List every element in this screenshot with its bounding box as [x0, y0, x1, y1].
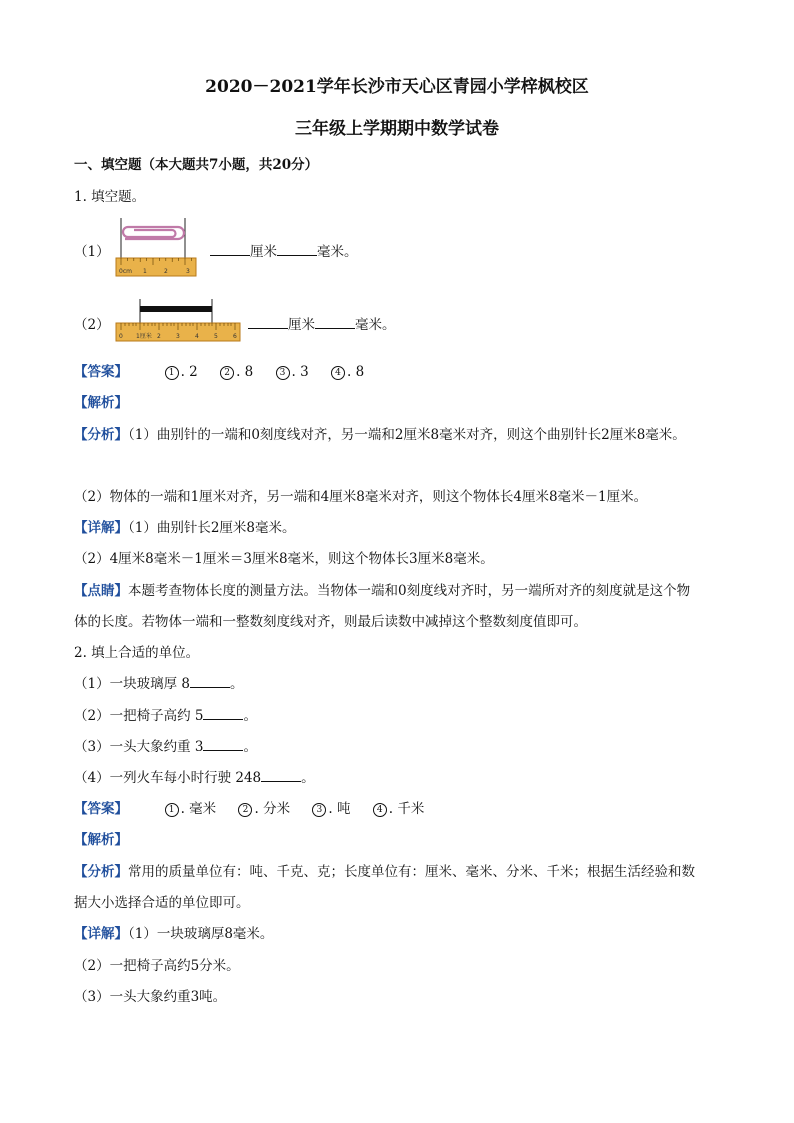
bar-ruler-figure — [114, 297, 242, 345]
q2-answer-3: 3 . 吨 — [312, 797, 350, 817]
title-line-2: 三年级上学期期中数学试卷 — [295, 119, 499, 139]
q1-analysis-tag: 【解析】 — [74, 395, 128, 411]
ruler2-tick-6: 6 — [233, 333, 237, 340]
answer-blank[interactable] — [315, 316, 355, 329]
q1-sub2-label: （2） — [74, 317, 110, 333]
paperclip-ruler-figure — [112, 216, 202, 278]
q2-item-3: （3）一头大象约重 3 。 — [74, 739, 257, 755]
answer-blank[interactable] — [210, 243, 250, 256]
answer-blank[interactable] — [203, 738, 243, 751]
ruler2-tick-4: 4 — [195, 333, 199, 340]
ruler1-tick-3: 3 — [186, 268, 190, 275]
q2-answer-2: 2 . 分米 — [238, 797, 290, 817]
answer-tag: 【答案】 — [74, 364, 128, 380]
q2-xiangjie-1: 【详解】（1）一块玻璃厚8毫米。 — [74, 926, 274, 942]
q1-answer-1: 1 . 2 — [165, 364, 198, 380]
q2-fenxi-2: 据大小选择合适的单位即可。 — [74, 895, 250, 911]
title-line-1: 2020－2021学年长沙市天心区青园小学梓枫校区 — [205, 77, 589, 97]
ruler2-tick-5: 5 — [214, 333, 218, 340]
q1-answer-row — [74, 360, 382, 380]
ruler2-tick-2: 2 — [157, 333, 161, 340]
q1-xiangjie-2: （2）4厘米8毫米－1厘米＝3厘米8毫米，则这个物体长3厘米8毫米。 — [74, 551, 494, 567]
q1-answer-2: 2 . 8 — [220, 364, 253, 380]
q2-fenxi-1: 【分析】常用的质量单位有：吨、千克、克；长度单位有：厘米、毫米、分米、千米；根据生活经验和数 — [74, 864, 695, 880]
q2-analysis-tag: 【解析】 — [74, 832, 128, 848]
answer-blank[interactable] — [190, 675, 230, 688]
answer-blank[interactable] — [277, 243, 317, 256]
q1-sub2-blanks: 厘米 毫米。 — [248, 313, 396, 333]
answer-blank[interactable] — [261, 769, 301, 782]
ruler1-tick-1: 1 — [143, 268, 147, 275]
answer-tag: 【答案】 — [74, 801, 128, 817]
q2-item-2: （2）一把椅子高约 5 。 — [74, 708, 257, 724]
q2-stem: 2. 填上合适的单位。 — [74, 645, 200, 661]
q2-answer-row — [74, 797, 442, 817]
ruler2-tick-0: 0 — [119, 333, 123, 340]
q1-fenxi-2: （2）物体的一端和1厘米对齐，另一端和4厘米8毫米对齐，则这个物体长4厘米8毫米－1厘米。 — [74, 489, 648, 505]
q1-dianjing-2: 体的长度。若物体一端和一整数刻度线对齐，则最后读数中减掉这个整数刻度值即可。 — [74, 614, 587, 630]
q1-stem: 1. 填空题。 — [74, 189, 146, 205]
answer-blank[interactable] — [248, 316, 288, 329]
section-heading: 一、填空题（本大题共7小题，共20分） — [74, 157, 319, 173]
q1-answer-4: 4 . 8 — [331, 364, 364, 380]
q1-sub1-label: （1） — [74, 244, 110, 260]
ruler2-tick-1: 1厘米 — [136, 333, 152, 340]
q1-answer-3: 3 . 3 — [276, 364, 309, 380]
q2-item-1: （1）一块玻璃厚 8 。 — [74, 676, 244, 692]
q1-dianjing-1: 【点睛】本题考查物体长度的测量方法。当物体一端和0刻度线对齐时，另一端所对齐的刻度就是这个物 — [74, 583, 691, 599]
q2-xiangjie-2: （2）一把椅子高约5分米。 — [74, 958, 240, 974]
q1-fenxi-1: 【分析】（1）曲别针的一端和0刻度线对齐，另一端和2厘米8毫米对齐，则这个曲别针长2厘米8毫米。 — [74, 427, 686, 443]
q1-sub1-blanks: 厘米 毫米。 — [210, 240, 358, 260]
q1-xiangjie-1: 【详解】（1）曲别针长2厘米8毫米。 — [74, 520, 296, 536]
q2-answer-4: 4 . 千米 — [373, 797, 425, 817]
q2-item-4: （4）一列火车每小时行驶 248 。 — [74, 770, 315, 786]
q2-xiangjie-3: （3）一头大象约重3吨。 — [74, 989, 227, 1005]
ruler1-tick-2: 2 — [164, 268, 168, 275]
answer-blank[interactable] — [203, 707, 243, 720]
q2-answer-1: 1 . 毫米 — [165, 797, 217, 817]
ruler1-tick-0: 0cm — [119, 268, 132, 275]
ruler2-tick-3: 3 — [176, 333, 180, 340]
